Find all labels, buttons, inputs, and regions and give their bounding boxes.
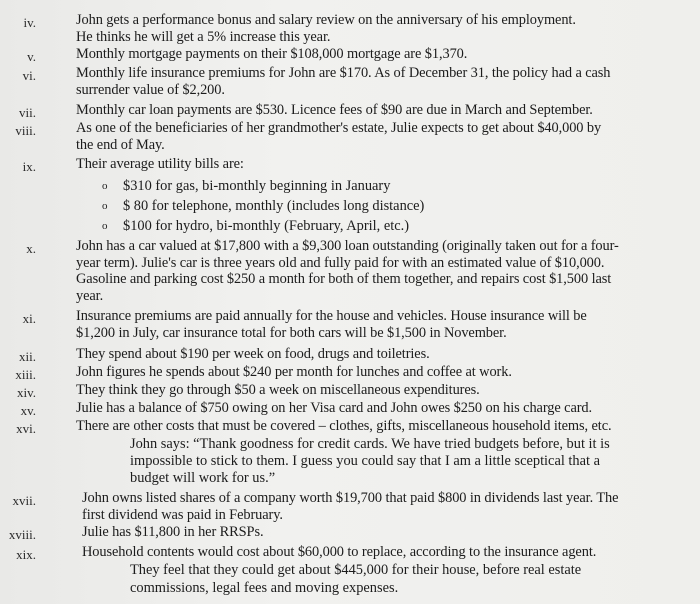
item-number: xii. xyxy=(19,349,36,364)
item-text: They spend about $190 per week on food, drugs and toiletries. xyxy=(76,346,430,362)
item-number: iv. xyxy=(23,15,36,30)
item-text: Monthly car loan payments are $530. Licence fees of $90 are due in March and September. xyxy=(76,102,593,118)
item-number: xviii. xyxy=(8,527,36,542)
item-number: xiv. xyxy=(16,385,36,400)
item-text: Their average utility bills are: xyxy=(76,156,244,172)
utility-bullet-telephone: $ 80 for telephone, monthly (includes long distance) xyxy=(123,198,425,214)
item-text: Insurance premiums are paid annually for the house and vehicles. House insurance will be $1,200 in July, car insurance total for both cars will be $1,500 in November. xyxy=(76,308,587,341)
utility-bullet-hydro: $100 for hydro, bi-monthly (February, April, etc.) xyxy=(123,218,410,234)
item-text: Monthly mortgage payments on their $108,000 mortgage are $1,370. xyxy=(76,46,468,62)
item-text: There are other costs that must be covered – clothes, gifts, miscellaneous household items, etc. xyxy=(76,418,612,434)
item-number: vi. xyxy=(22,68,36,83)
item-text: John gets a performance bonus and salary review on the anniversary of his employment. He thinks he will get a 5% increase this year. xyxy=(76,12,576,45)
bullet-marker: o xyxy=(102,200,108,212)
item-number: x. xyxy=(26,241,36,256)
item-text: John owns listed shares of a company worth $19,700 that paid $800 in dividends last year. The first dividend was paid in February. xyxy=(82,490,619,523)
item-text: Household contents would cost about $60,000 to replace, according to the insurance agent. xyxy=(82,544,597,560)
item-text: Julie has $11,800 in her RRSPs. xyxy=(82,524,264,540)
item-number: xv. xyxy=(20,403,36,418)
utility-bullet-gas: $310 for gas, bi-monthly beginning in January xyxy=(123,178,391,194)
bullet-marker: o xyxy=(102,220,108,232)
item-number: vii. xyxy=(19,105,36,120)
item-number: xiii. xyxy=(15,367,36,382)
item-text: They think they go through $50 a week on miscellaneous expenditures. xyxy=(76,382,480,398)
item-text: John figures he spends about $240 per month for lunches and coffee at work. xyxy=(76,364,512,380)
item-number: xvi. xyxy=(16,421,36,436)
item-text: John has a car valued at $17,800 with a $9,300 loan outstanding (originally taken out for a four- year term). Julie's car is three years old and fully paid for with an estimated value of $10,000. Gasoline and parking cost $250 a month for both of them together, and repairs cost $1,500 last year. xyxy=(76,238,619,304)
item-number: ix. xyxy=(22,159,36,174)
item-number: viii. xyxy=(15,123,36,138)
document-page: iv. John gets a performance bonus and salary review on the anniversary of his employment. He thinks he will get a 5% increase this year. v. Monthly mortgage payments on their $108,000 mortgage are $1,370. vi. Monthly life insurance premiums for John are $170. As of December 31, the policy had a cash surrender value of $2,200. vii. Monthly car loan payments are $530. Licence fees of $90 are due in March and September. viii. As one of the beneficiaries of her grandmother's estate, Julie expects to get about $40,000 by the end of May. ix. Their average utility bills are: o $310 for gas, bi-monthly beginning in January o $ 80 for telephone, monthly (includes long distance) o $100 for hydro, bi-monthly (February, April, etc.) x. John has a car valued at $17,800 with a $9,300 loan outstanding (originally taken out for a four- year term). Julie's car is three years old and fully paid for with an estimated value of $10,000. Gasoline and parking cost $250 a month for both of them together, and repairs cost $1,500 last year. xi. Insurance premiums are paid annually for the house and vehicles. House insurance will be $1,200 in July, car insurance total for both cars will be $1,500 in November. xii. They spend about $190 per week on food, drugs and toiletries. xiii. John figures he spends about $240 per month for lunches and coffee at work. xiv. They think they go through $50 a week on miscellaneous expenditures. xv. Julie has a balance of $750 owing on her Visa card and John owes $250 on his charge card. xvi. There are other costs that must be covered – clothes, gifts, miscellaneous household items, etc. John says: “Thank goodness for credit cards. We have tried budgets before, but it is impossible to stick to them. I guess you could say that I am a little sceptical that a budget will work for us.” xvii. John owns listed shares of a company worth $19,700 that paid $800 in dividends last year. The first dividend was paid in February. xviii. Julie has $11,800 in her RRSPs. xix. Household contents would cost about $60,000 to replace, according to the insurance agent. They feel that they could get about $445,000 for their house, before real estate commissions, legal fees and moving expenses. xyxy=(0,0,700,604)
item-number: v. xyxy=(27,49,36,64)
item-text: Julie has a balance of $750 owing on her Visa card and John owes $250 on his charge card. xyxy=(76,400,593,416)
item-text: As one of the beneficiaries of her grandmother's estate, Julie expects to get about $40,000 by the end of May. xyxy=(76,120,602,153)
bullet-marker: o xyxy=(102,180,108,192)
item-text: Monthly life insurance premiums for John are $170. As of December 31, the policy had a cash surrender value of $2,200. xyxy=(76,65,611,98)
item-number: xix. xyxy=(16,547,36,562)
item-number: xvii. xyxy=(12,493,36,508)
item-number: xi. xyxy=(22,311,36,326)
